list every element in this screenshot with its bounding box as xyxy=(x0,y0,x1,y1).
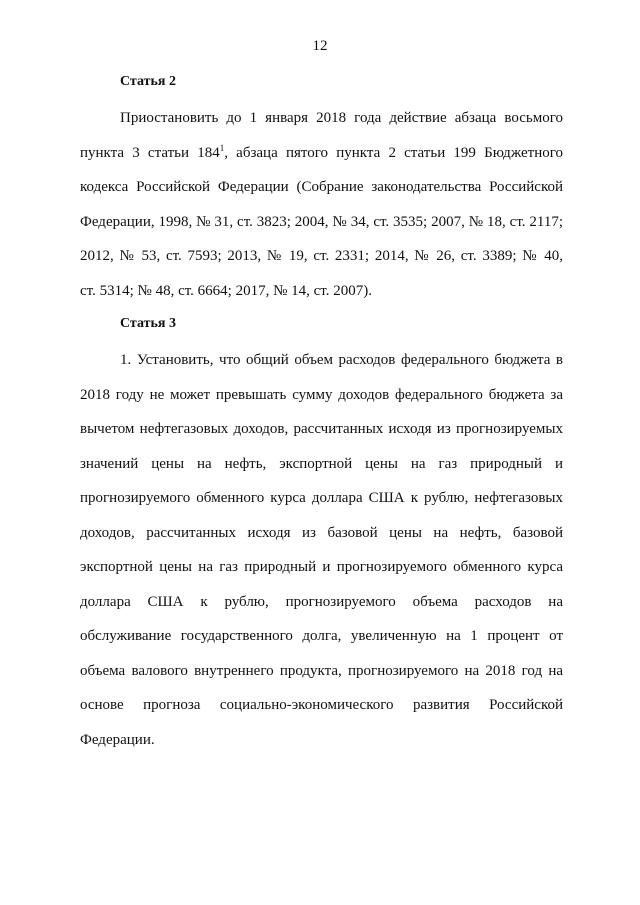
article-3-line-1: 1. Установить, что общий объем расходов федерального бюджета в xyxy=(120,352,563,368)
article-2-line-4: Федерации, 1998, № 31, ст. 3823; 2004, № 34, ст. 3535; 2007, № 18, ст. 2117; xyxy=(80,213,563,230)
article-3-line-6: доходов, рассчитанных исходя из базовой цены на нефть, базовой xyxy=(80,524,563,541)
article-3-line-7: экспортной цены на газ природный и прогнозируемого обменного курса xyxy=(80,559,563,575)
article-3-line-4: значений цены на нефть, экспортной цены на газ природный и xyxy=(80,455,563,472)
article-3-line-10: объема валового внутреннего продукта, прогнозируемого на 2018 год на xyxy=(80,662,563,679)
article-3-heading: Статья 3 xyxy=(120,316,176,331)
article-3-line-8: доллара США к рублю, прогнозируемого объема расходов на xyxy=(80,593,563,610)
article-2-paragraph xyxy=(80,101,563,308)
article-2-line-2-start: пункта 3 статьи 184 xyxy=(80,144,220,161)
article-2-line-5: 2012, № 53, ст. 7593; 2013, № 19, ст. 2331; 2014, № 26, ст. 3389; № 40, xyxy=(80,248,563,264)
article-2-line-1: Приостановить до 1 января 2018 года действие абзаца восьмого xyxy=(120,110,563,126)
article-2-line-6: ст. 5314; № 48, ст. 6664; 2017, № 14, ст. 2007). xyxy=(80,282,372,299)
article-3-line-5: прогнозируемого обменного курса доллара США к рублю, нефтегазовых xyxy=(80,490,563,506)
footnote-superscript: 1 xyxy=(219,142,225,153)
article-3-paragraph xyxy=(80,343,563,757)
article-3-line-11: основе прогноза социально-экономического развития Российской xyxy=(80,697,563,713)
article-2-line-3: кодекса Российской Федерации (Собрание законодательства Российской xyxy=(80,179,563,195)
article-3-line-2: 2018 году не может превышать сумму доходов федерального бюджета за xyxy=(80,386,563,403)
article-2-line-2 xyxy=(80,136,563,171)
article-2-line-2-end: , абзаца пятого пункта 2 статьи 199 Бюджетного xyxy=(224,144,563,161)
article-3-line-12: Федерации. xyxy=(80,731,155,748)
article-3-line-3: вычетом нефтегазовых доходов, рассчитанных исходя из прогнозируемых xyxy=(80,421,563,437)
page-number: 12 xyxy=(312,38,328,54)
article-3-line-9: обслуживание государственного долга, увеличенную на 1 процент от xyxy=(80,628,563,644)
article-2-heading: Статья 2 xyxy=(120,74,176,89)
